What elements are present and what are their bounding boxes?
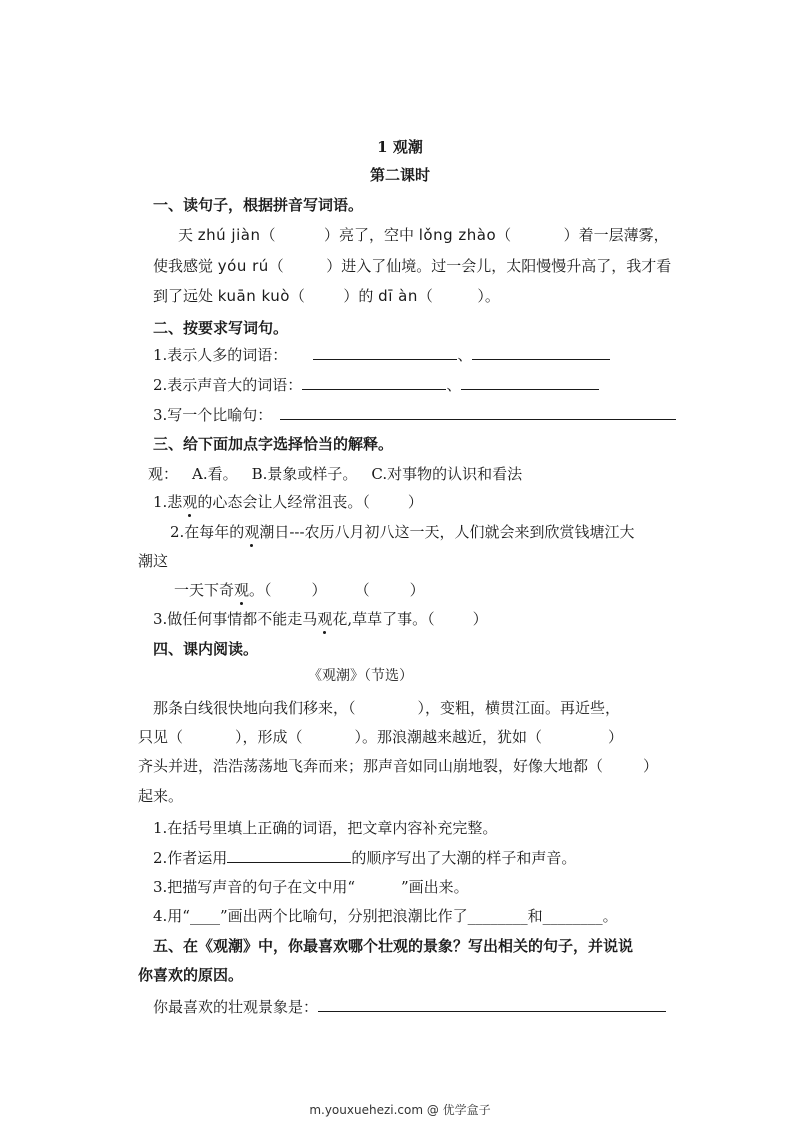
answer-line[interactable] (472, 345, 610, 360)
separator: 、 (457, 346, 473, 364)
q-text: 花,草草了事。（ (332, 610, 435, 628)
q-text: （ (354, 581, 370, 599)
section-1-line-2 (153, 256, 671, 276)
q-text: 的心态会让人经常沮丧。（ (197, 493, 370, 511)
passage-text: ）。那浪潮越来越近，犹如（ (354, 728, 543, 746)
passage-text: ），变粗，横贯江面。再近些， (417, 699, 621, 717)
passage-text: ），形成（ (235, 728, 303, 746)
q-text: 3.把描写声音的句子在文中用“ (153, 878, 355, 896)
passage-title: 《观潮》（节选） (308, 668, 413, 684)
dotted-char: 观 (244, 523, 260, 541)
section-1-heading: 一、读句子，根据拼音写词语。 (153, 196, 364, 214)
s4-question-3 (153, 877, 469, 897)
dotted-char: 观 (182, 493, 198, 511)
q-text: ） (311, 581, 327, 599)
dotted-char: 观 (317, 610, 333, 628)
q-text: ） (409, 581, 425, 599)
passage-line-2 (138, 727, 623, 747)
s3-question-2-wrap: 潮这 (138, 552, 169, 570)
question-label: 1.表示人多的词语： (153, 346, 288, 364)
answer-line[interactable] (227, 848, 351, 863)
s2-question-2 (153, 375, 599, 395)
q-text: 一天下奇 (174, 581, 235, 599)
pinyin-youru: yóu rú（ (217, 257, 285, 275)
passage-text: 齐头并进，浩浩荡荡地飞奔而来；那声音如同山崩地裂，好像大地都（ (138, 757, 604, 775)
passage-text: ） (643, 757, 659, 775)
s3-options (148, 464, 522, 484)
passage-line-3 (138, 756, 658, 776)
page-subtitle: 第二课时 (369, 166, 430, 184)
passage-text: ） (608, 728, 624, 746)
page-title: 1 观潮 (377, 138, 423, 156)
q-text: 1.悲 (153, 493, 183, 511)
s4-question-4: 4.用“____”画出两个比喻句，分别把浪潮比作了________和________。 (153, 907, 618, 925)
s5-question-1 (153, 997, 666, 1017)
question-label: 2.表示声音大的词语： (153, 376, 303, 394)
section-2-heading: 二、按要求写词句。 (153, 319, 289, 337)
answer-line[interactable] (461, 375, 599, 390)
s2-question-3 (153, 405, 676, 425)
section-3-heading: 三、给下面加点字选择恰当的解释。 (153, 435, 394, 453)
pinyin-zhujian: zhú jiàn（ (197, 226, 276, 244)
q-text: ） (472, 610, 488, 628)
option-c: C.对事物的认识和看法 (371, 465, 523, 483)
s4-question-1: 1.在括号里填上正确的词语，把文章内容补充完整。 (153, 819, 498, 837)
pinyin-longzhao: lǒng zhào（ (418, 226, 512, 244)
option-b: B.景象或样子。 (251, 465, 358, 483)
answer-line[interactable] (318, 997, 666, 1012)
s3-question-2-line-2 (174, 580, 425, 600)
answer-line[interactable] (313, 345, 457, 360)
s1-text: ）着一层薄雾， (563, 226, 669, 244)
section-1-line-1 (178, 225, 669, 245)
q-text: ） (407, 493, 423, 511)
s3-question-3 (153, 609, 488, 629)
q-text: 2.作者运用 (153, 849, 228, 867)
s3-question-1 (153, 492, 423, 512)
options-label: 观： (148, 465, 179, 483)
answer-line[interactable] (280, 405, 676, 420)
dotted-char: 观 (234, 581, 250, 599)
option-a: A.看。 (192, 465, 238, 483)
s1-text: 天 (178, 226, 198, 244)
pinyin-dian: dī àn（ (378, 287, 434, 305)
separator: 、 (446, 376, 462, 394)
passage-text: 那条白线很快地向我们移来，（ (153, 699, 356, 717)
s1-text: 使我感觉 (153, 257, 218, 275)
s1-text: ）亮了，空中 (323, 226, 419, 244)
q-text: 你最喜欢的壮观景象是： (153, 998, 319, 1016)
q-text: 。（ (249, 581, 272, 599)
s1-text: ）的 (343, 287, 379, 305)
q-text: 潮日---农历八月初八这一天，人们就会来到欣赏钱塘江大 (259, 523, 635, 541)
s1-text: ）进入了仙境。过一会儿，太阳慢慢升高了，我才看 (326, 257, 672, 275)
section-4-heading: 四、课内阅读。 (153, 640, 259, 658)
s2-question-1 (153, 345, 610, 365)
passage-line-4: 起来。 (138, 787, 184, 805)
q-text: 2.在每年的 (170, 523, 245, 541)
q-text: ”画出来。 (400, 878, 469, 896)
section-5-heading-line-2: 你喜欢的原因。 (138, 966, 244, 984)
footer-watermark: m.youxuehezi.com @ 优学盒子 (309, 1103, 491, 1117)
q-text: 的顺序写出了大潮的样子和声音。 (351, 849, 577, 867)
s3-question-2 (170, 522, 635, 542)
section-1-line-3 (153, 286, 500, 306)
s1-text: 到了远处 (153, 287, 218, 305)
passage-text: 只见（ (138, 728, 184, 746)
section-5-heading-line-1: 五、在《观潮》中，你最喜欢哪个壮观的景象？写出相关的句子，并说说 (153, 937, 634, 955)
pinyin-kuankuo: kuān kuò（ (217, 287, 306, 305)
question-label: 3.写一个比喻句： (153, 406, 273, 424)
passage-line-1 (153, 698, 620, 718)
s4-question-2 (153, 848, 576, 868)
s1-text: ）。 (477, 287, 500, 305)
q-text: 3.做任何事情都不能走马 (153, 610, 318, 628)
answer-line[interactable] (302, 375, 446, 390)
